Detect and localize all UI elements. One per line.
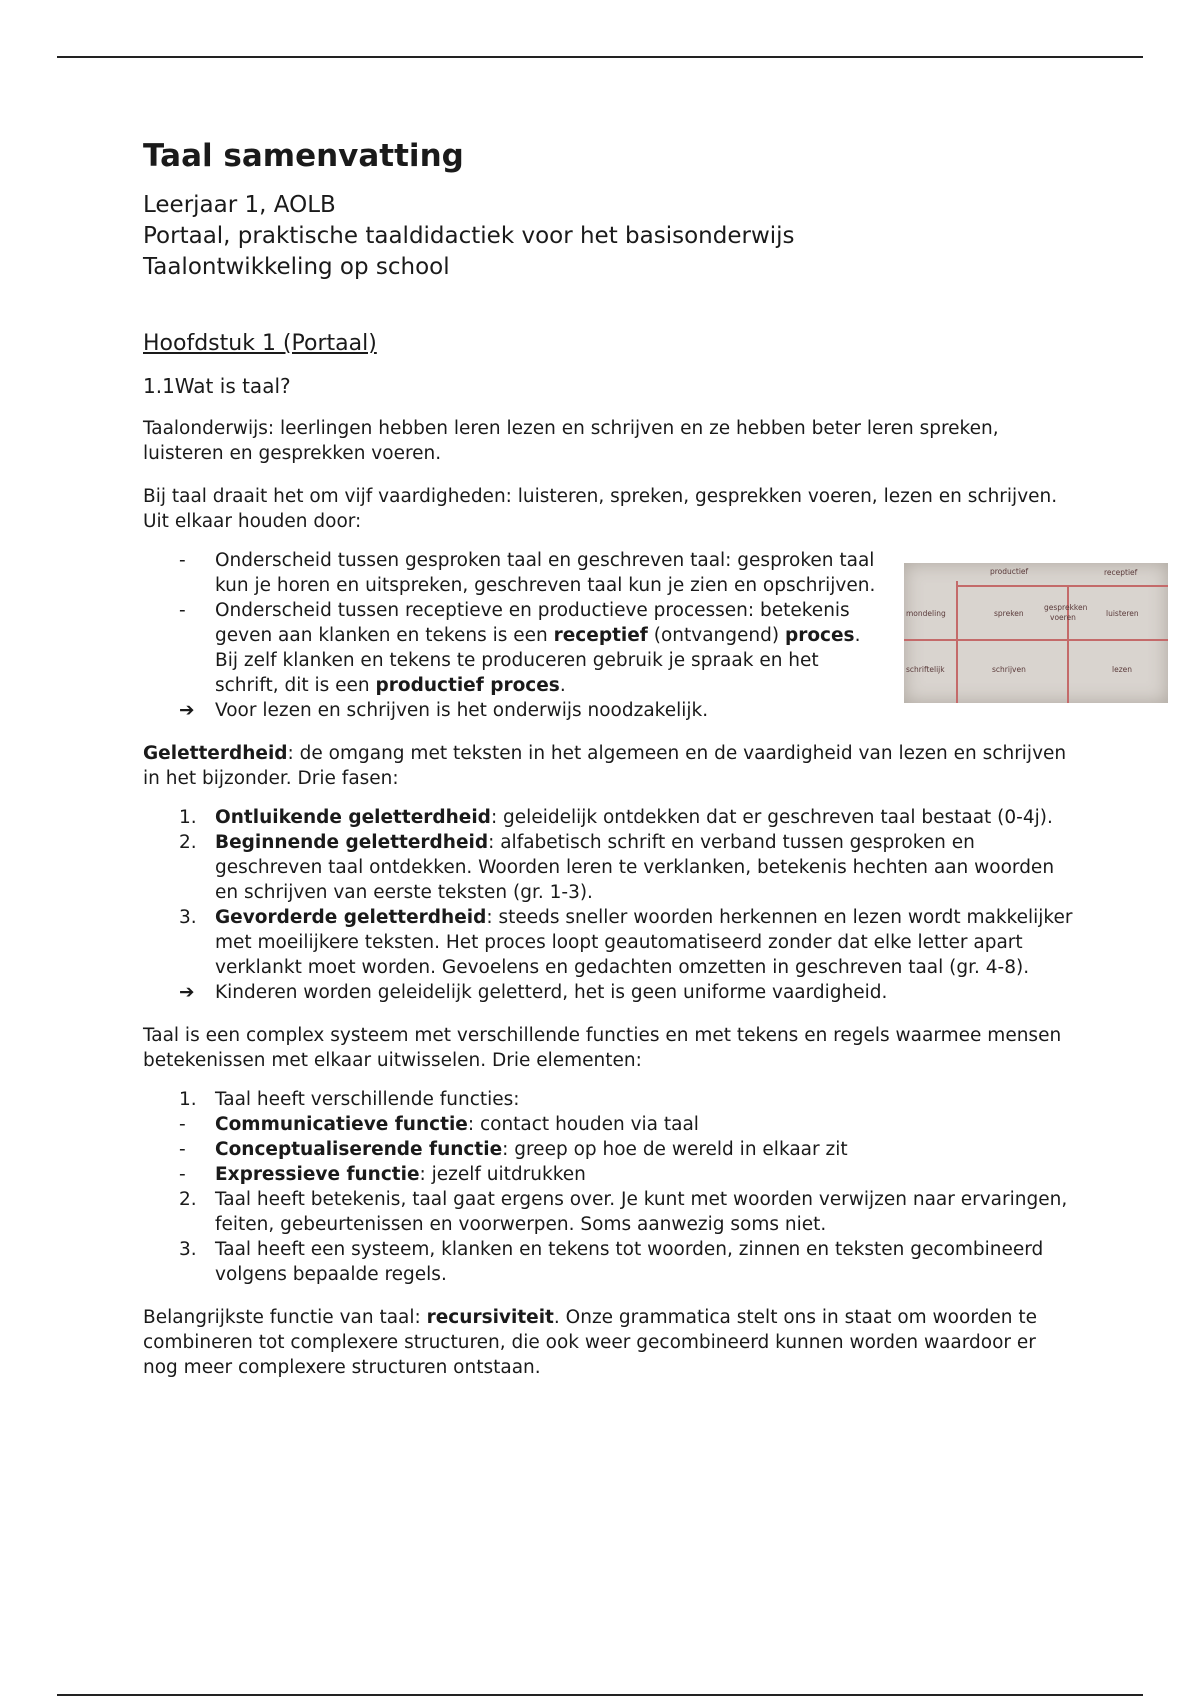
subtitle-line: Taalontwikkeling op school (143, 254, 450, 280)
photo-grid-line (956, 581, 958, 703)
subtitle-line: Portaal, praktische taaldidactiek voor het basisonderwijs (143, 223, 795, 249)
photo-label: receptief (1104, 568, 1138, 577)
list-item: - Communicatieve functie: contact houden via taal (143, 1112, 1073, 1137)
photo-label: spreken (994, 609, 1024, 618)
chapter-heading: Hoofdstuk 1 (Portaal) (143, 331, 377, 356)
photo-label: voeren (1050, 613, 1076, 622)
footer-rule (57, 1694, 1143, 1696)
photo-label: schrijven (992, 665, 1026, 674)
list-item: - Conceptualiserende functie: greep op hoe de wereld in elkaar zit (143, 1137, 1073, 1162)
list-item: ➔ Kinderen worden geleidelijk geletterd, het is geen uniforme vaardigheid. (143, 980, 1073, 1005)
list-item: - Onderscheid tussen gesproken taal en geschreven taal: gesproken taal kun je horen en uitspreken, geschreven taal kun je zien en opschrijven. (143, 548, 1073, 598)
dash-marker: - (179, 1114, 186, 1135)
photo-label: luisteren (1106, 609, 1139, 618)
list-item: ➔ Voor lezen en schrijven is het onderwijs noodzakelijk. (143, 698, 1073, 723)
numbered-list (143, 1087, 1073, 1287)
photo-label: schriftelijk (906, 665, 945, 674)
photo-label: lezen (1112, 665, 1133, 674)
section-heading: 1.1Wat is taal? (143, 374, 291, 398)
photo-label: gesprekken (1044, 603, 1088, 612)
list-item: 3. Taal heeft een systeem, klanken en tekens tot woorden, zinnen en teksten gecombineerd volgens bepaalde regels. (179, 1239, 1044, 1285)
list-item: 2. Taal heeft betekenis, taal gaat ergens over. Je kunt met woorden verwijzen naar ervaringen, feiten, gebeurtenissen en voorwerpen. Soms aanwezig soms niet. (179, 1189, 1068, 1235)
dash-marker: - (179, 1139, 186, 1160)
numbered-list (143, 805, 1073, 1005)
list-item: 3. Gevorderde geletterdheid: steeds sneller woorden herkennen en lezen wordt makkelijker met moeilijkere teksten. Het proces loopt geautomatiseerd zonder dat elke letter apart verklankt moet worden. Gevoelens en gedachten omzetten in geschreven taal (gr. 4-8). (179, 907, 1073, 978)
arrow-icon: ➔ (179, 700, 195, 721)
list-item: 1. Ontluikende geletterdheid: geleidelijk ontdekken dat er geschreven taal bestaat (0-4j). (179, 807, 1053, 828)
list-item: - Onderscheid tussen receptieve en productieve processen: betekenis geven aan klanken en tekens is een receptief (ontvangend) proces. Bij zelf klanken en tekens te produceren gebruik je spraak en het schrift, dit is een productief proces. (143, 598, 1073, 698)
list-item: 2. Beginnende geletterdheid: alfabetisch schrift en verband tussen gesproken en geschreven taal ontdekken. Woorden leren te verklanken, betekenis hechten aan woorden en schrijven van eerste teksten (gr. 1-3). (179, 832, 1055, 903)
dash-marker: - (179, 600, 186, 621)
photo-grid-line (956, 585, 1168, 587)
paragraph: Taalonderwijs: leerlingen hebben leren lezen en schrijven en ze hebben beter leren spreken, luisteren en gesprekken voeren. (143, 418, 999, 464)
skills-table-photo (904, 563, 1168, 703)
document-body (143, 138, 1073, 1380)
paragraph: Geletterdheid: de omgang met teksten in het algemeen en de vaardigheid van lezen en schrijven in het bijzonder. Drie fasen: (143, 743, 1067, 789)
header-rule (57, 56, 1143, 58)
document-title: Taal samenvatting (143, 138, 464, 174)
subtitle-line: Leerjaar 1, AOLB (143, 192, 336, 218)
photo-grid-line (904, 639, 1168, 641)
paragraph: Bij taal draait het om vijf vaardigheden: luisteren, spreken, gesprekken voeren, lezen en schrijven. Uit elkaar houden door: (143, 486, 1058, 532)
list-item: 1. Taal heeft verschillende functies: (179, 1089, 520, 1110)
paragraph: Taal is een complex systeem met verschillende functies en met tekens en regels waarmee mensen betekenissen met elkaar uitwisselen. Drie elementen: (143, 1025, 1062, 1071)
list-item: - Expressieve functie: jezelf uitdrukken (143, 1162, 1073, 1187)
photo-label: mondeling (906, 609, 946, 618)
photo-label: productief (990, 567, 1029, 576)
dash-marker: - (179, 1164, 186, 1185)
arrow-icon: ➔ (179, 982, 195, 1003)
paragraph: Belangrijkste functie van taal: recursiviteit. Onze grammatica stelt ons in staat om woorden te combineren tot complexere structuren, die ook weer gecombineerd kunnen worden waardoor er nog meer complexere structuren ontstaan. (143, 1307, 1037, 1378)
dash-marker: - (179, 550, 186, 571)
